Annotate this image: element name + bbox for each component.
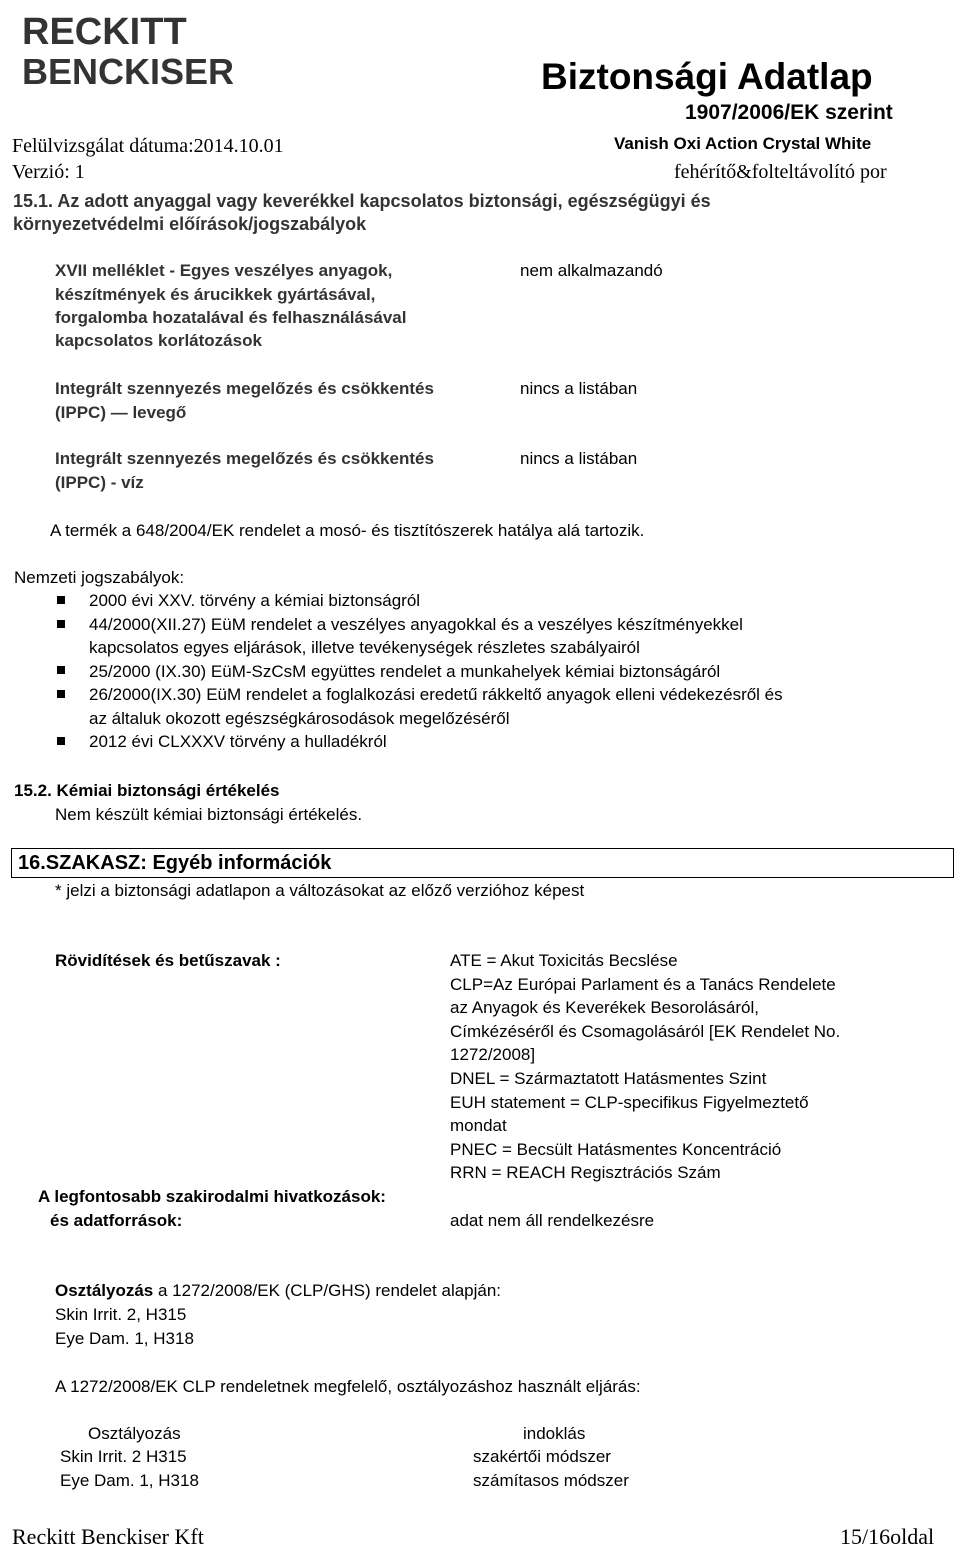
- bullet-icon: [57, 620, 65, 628]
- section-16-heading: 16.SZAKASZ: Egyéb információk: [18, 852, 332, 874]
- ippc-water-label-1: Integrált szennyezés megelőzés és csökkentés: [55, 449, 434, 468]
- footer-company: Reckitt Benckiser Kft: [12, 1524, 204, 1549]
- version: Verzió: 1: [12, 161, 85, 183]
- law-item: 25/2000 (IX.30) EüM-SzCsM együttes rendelet a munkahelyek kémiai biztonságáról: [89, 662, 721, 681]
- product-type: fehérítő&folteltávolító por: [674, 161, 887, 183]
- annex-xvii-value: nem alkalmazandó: [520, 261, 663, 280]
- law-item: 2000 évi XXV. törvény a kémiai biztonságról: [89, 591, 421, 610]
- table-cell-justification: szakértői módszer: [473, 1447, 611, 1466]
- detergent-regulation: A termék a 648/2004/EK rendelet a mosó- és tisztítószerek hatálya alá tartozik.: [50, 521, 645, 540]
- product-name: Vanish Oxi Action Crystal White: [614, 134, 872, 153]
- classification-rest: a 1272/2008/EK (CLP/GHS) rendelet alapján:: [153, 1281, 502, 1300]
- table-cell-justification: számítasos módszer: [473, 1471, 629, 1490]
- abbreviations-label: Rövidítések és betűszavak :: [55, 951, 281, 970]
- ippc-water-label-2: (IPPC) - víz: [55, 473, 144, 492]
- abbreviation-line: Címkézéséről és Csomagolásáról [EK Rendelet No.: [450, 1022, 841, 1041]
- abbreviation-line: DNEL = Származtatott Hatásmentes Szint: [450, 1069, 767, 1088]
- ippc-air-label-1: Integrált szennyezés megelőzés és csökkentés: [55, 379, 434, 398]
- table-header-classification: Osztályozás: [88, 1424, 181, 1443]
- section-15-2-text: Nem készült kémiai biztonsági értékelés.: [55, 805, 363, 824]
- logo-line2: BENCKISER: [22, 51, 235, 90]
- law-item: 2012 évi CLXXXV törvény a hulladékról: [89, 732, 387, 751]
- annex-xvii-label-3: forgalomba hozatalával és felhasználásával: [55, 308, 407, 327]
- ippc-air-value: nincs a listában: [520, 379, 638, 398]
- annex-xvii-label-2: készítmények és árucikkek gyártásával,: [55, 285, 376, 304]
- ippc-air-label-2: (IPPC) — levegő: [55, 403, 187, 422]
- national-regulations-title: Nemzeti jogszabályok:: [14, 568, 185, 587]
- bullet-icon: [57, 596, 65, 604]
- regulation: 1907/2006/EK szerint: [685, 101, 893, 124]
- abbreviation-line: az Anyagok és Keverékek Besorolásáról,: [450, 998, 760, 1017]
- table-cell-classification: Eye Dam. 1, H318: [60, 1471, 199, 1490]
- abbreviation-line: EUH statement = CLP-specifikus Figyelmeztető: [450, 1093, 809, 1112]
- procedure-text: A 1272/2008/EK CLP rendeletnek megfelelő, osztályozáshoz használt eljárás:: [55, 1377, 641, 1396]
- annex-xvii-label-4: kapcsolatos korlátozások: [55, 331, 262, 350]
- revision-date: Felülvizsgálat dátuma:2014.10.01: [12, 135, 284, 157]
- document-title: Biztonsági Adatlap: [541, 56, 873, 97]
- law-item-continued: az általuk okozott egészségkárosodások megelőzéséről: [89, 709, 510, 728]
- logo-line1: RECKITT: [22, 11, 187, 53]
- reckitt-benckiser-logo: [20, 6, 245, 90]
- annex-xvii-label-1: XVII melléklet - Egyes veszélyes anyagok,: [55, 261, 393, 280]
- references-label-1: A legfontosabb szakirodalmi hivatkozások:: [38, 1187, 386, 1206]
- heading-line-1: Az adott anyaggal vagy keverékkel kapcsolatos biztonsági, egészségügyi és: [57, 191, 711, 211]
- law-item: 26/2000(IX.30) EüM rendelet a foglalkozási eredetű rákkeltő anyagok elleni védekezésről és: [89, 685, 783, 704]
- table-header-justification: indoklás: [523, 1424, 586, 1443]
- classification-title: [55, 1280, 501, 1302]
- changes-note: * jelzi a biztonsági adatlapon a változásokat az előző verzióhoz képest: [55, 881, 585, 900]
- abbreviation-line: CLP=Az Európai Parlament és a Tanács Rendelete: [450, 975, 836, 994]
- abbreviation-line: RRN = REACH Regisztrációs Szám: [450, 1163, 721, 1182]
- abbreviation-line: ATE = Akut Toxicitás Becslése: [450, 951, 678, 970]
- section-15-1-heading: [13, 190, 711, 213]
- heading-line-2: környezetvédelmi előírások/jogszabályok: [13, 214, 367, 234]
- bullet-icon: [57, 666, 65, 674]
- bullet-icon: [57, 690, 65, 698]
- law-item: 44/2000(XII.27) EüM rendelet a veszélyes anyagokkal és a veszélyes készítményekkel: [89, 615, 743, 634]
- classification-item: Skin Irrit. 2, H315: [55, 1305, 187, 1324]
- ippc-water-value: nincs a listában: [520, 449, 638, 468]
- abbreviation-line: PNEC = Becsült Hatásmentes Koncentráció: [450, 1140, 782, 1159]
- abbreviation-line: mondat: [450, 1116, 507, 1135]
- classification-bold: Osztályozás: [55, 1281, 154, 1300]
- footer-page-number: 15/16oldal: [840, 1524, 935, 1549]
- law-item-continued: kapcsolatos egyes eljárások, illetve tevékenységek részletes szabályairól: [89, 638, 640, 657]
- references-value: adat nem áll rendelkezésre: [450, 1211, 655, 1230]
- classification-item: Eye Dam. 1, H318: [55, 1329, 194, 1348]
- abbreviation-line: 1272/2008]: [450, 1045, 536, 1064]
- section-15-2-heading: 15.2. Kémiai biztonsági értékelés: [14, 781, 280, 800]
- table-cell-classification: Skin Irrit. 2 H315: [60, 1447, 187, 1466]
- bullet-icon: [57, 737, 65, 745]
- section-number: 15.1.: [13, 191, 54, 211]
- references-label-2: és adatforrások:: [50, 1211, 183, 1230]
